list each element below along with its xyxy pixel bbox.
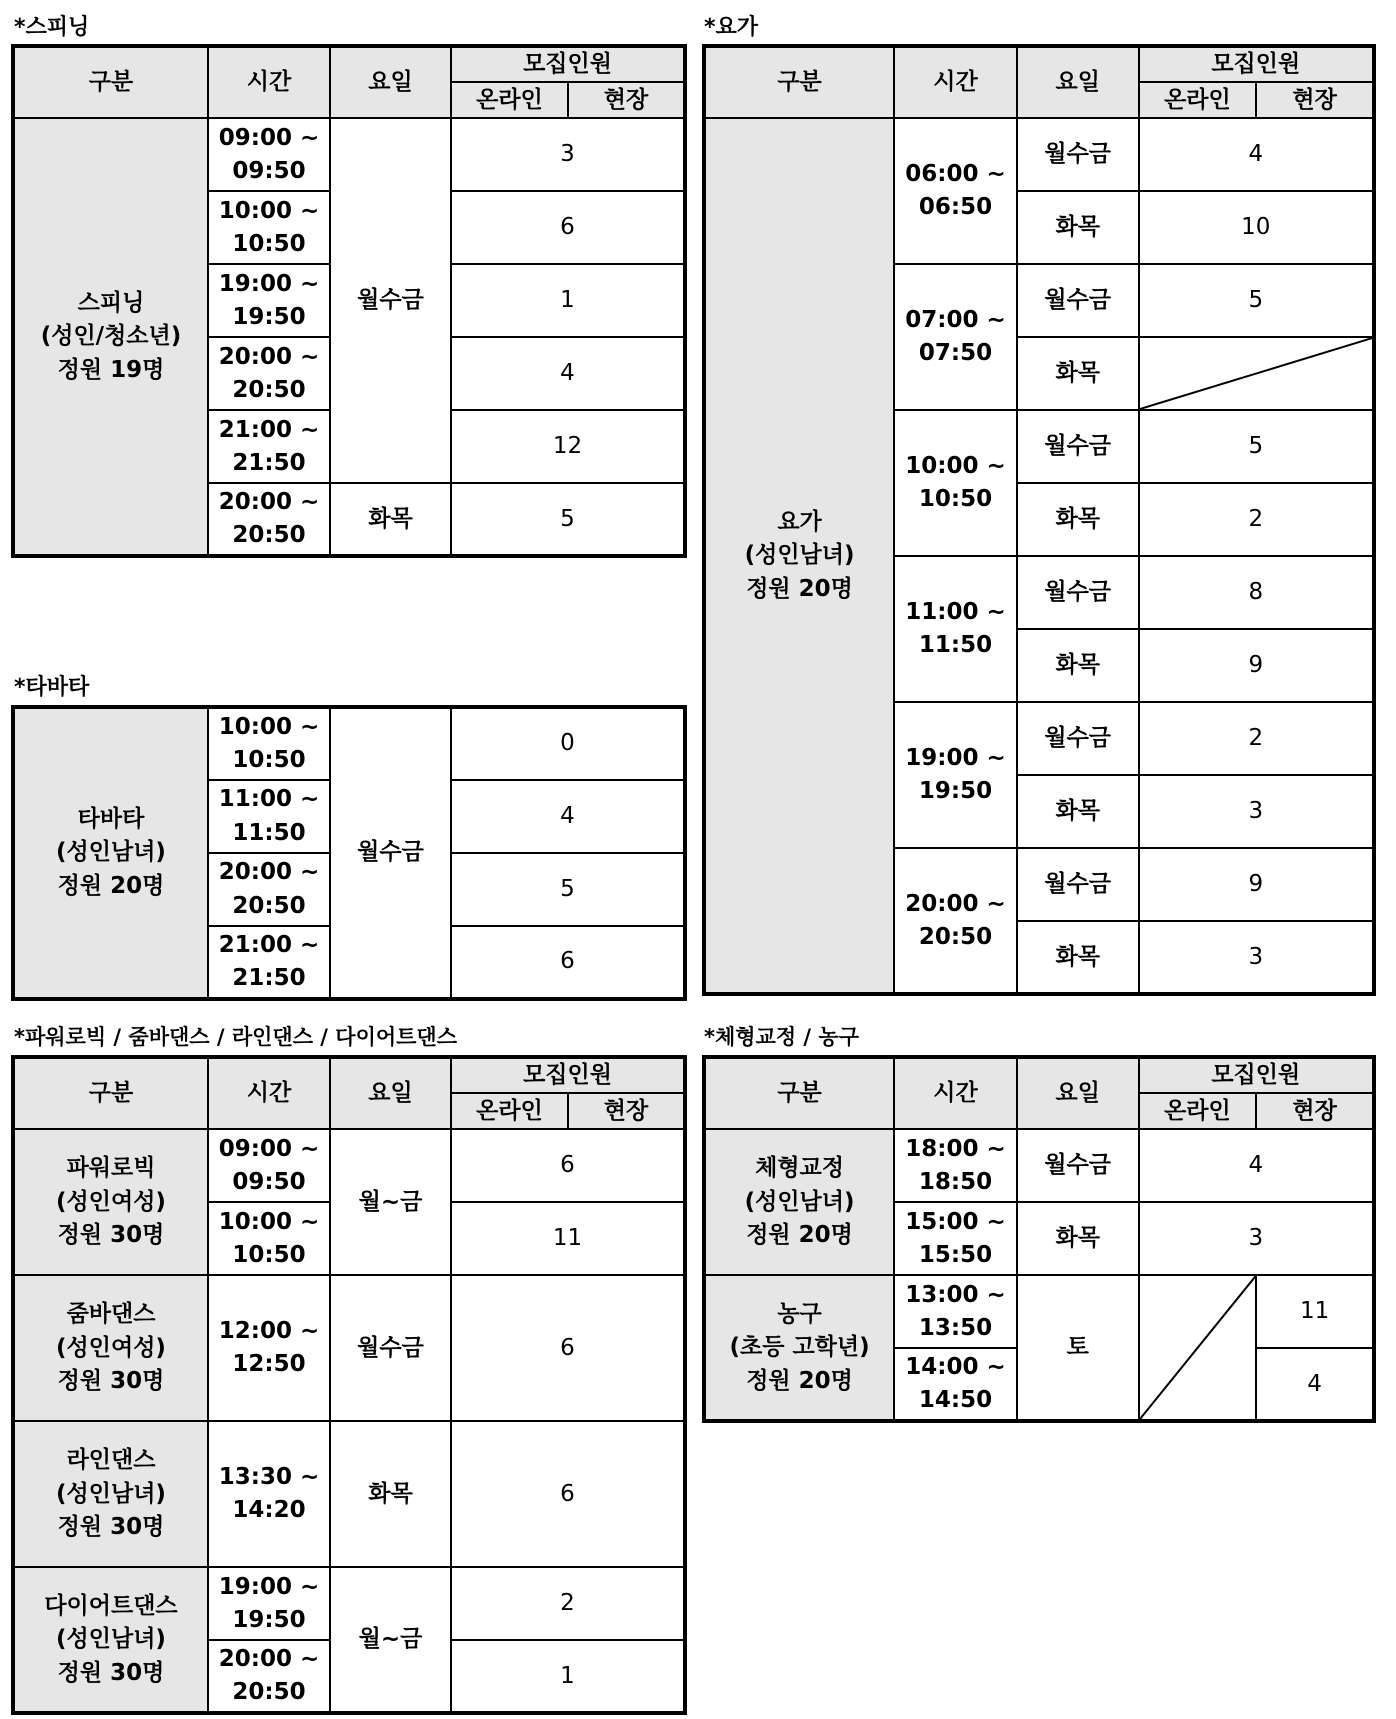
count-cell: 4: [1139, 1129, 1374, 1202]
count-cell: 3: [1139, 775, 1374, 848]
program-name: 스피닝: [77, 289, 145, 316]
time-slot: 21:00 ~ 21:50: [208, 410, 330, 483]
count-cell: 4: [1139, 118, 1374, 191]
program-capacity: 정원 19명: [57, 356, 165, 383]
header-time: 시간: [208, 46, 330, 118]
header-recruit: 모집인원: [1139, 46, 1374, 82]
header-onsite: 현장: [568, 1093, 685, 1129]
count-cell: 3: [451, 118, 685, 191]
diagonal-line: [1140, 338, 1372, 409]
count-cell: 4: [1256, 1348, 1374, 1421]
program-name: 라인댄스: [66, 1447, 156, 1474]
program-capacity: 정원 20명: [746, 1222, 853, 1249]
time-slot: 20:00 ~ 20:50: [894, 848, 1017, 994]
program-capacity: 정원 20명: [746, 575, 853, 602]
header-category: 구분: [704, 46, 894, 118]
program-capacity: 정원 20명: [746, 1367, 853, 1394]
time-slot: 14:00 ~ 14:50: [894, 1348, 1017, 1421]
program-name: 요가: [777, 508, 822, 535]
day-cell: 월~금: [330, 1129, 451, 1275]
day-cell: 월수금: [1017, 556, 1139, 629]
program-capacity: 정원 30명: [57, 1659, 165, 1686]
time-slot: 07:00 ~ 07:50: [894, 264, 1017, 410]
count-cell: 6: [451, 926, 685, 999]
count-cell: 4: [451, 337, 685, 410]
header-online: 온라인: [451, 82, 568, 118]
count-cell: 5: [451, 483, 685, 556]
line-dance-program-cell: [13, 1421, 208, 1567]
time-slot: 19:00 ~ 19:50: [894, 702, 1017, 848]
program-target: (성인남녀): [744, 542, 855, 569]
program-name: 농구: [777, 1300, 822, 1327]
spinning-table: [11, 44, 687, 558]
time-slot: 20:00 ~ 20:50: [208, 483, 330, 556]
count-cell: 6: [451, 191, 685, 264]
program-name: 체형교정: [755, 1155, 844, 1182]
count-cell: 2: [1139, 483, 1374, 556]
count-cell: 3: [1139, 1202, 1374, 1275]
day-cell: 월수금: [1017, 410, 1139, 483]
time-slot: 21:00 ~ 21:50: [208, 926, 330, 999]
header-day: 요일: [1017, 1057, 1139, 1129]
zumba-program-cell: [13, 1275, 208, 1421]
time-slot: 18:00 ~ 18:50: [894, 1129, 1017, 1202]
count-cell: 10: [1139, 191, 1374, 264]
header-onsite: 현장: [1256, 1093, 1374, 1129]
count-cell: 5: [1139, 264, 1374, 337]
time-slot: 11:00 ~ 11:50: [894, 556, 1017, 702]
count-cell: 6: [451, 1129, 685, 1202]
program-capacity: 정원 30명: [57, 1514, 165, 1541]
time-slot: 10:00 ~ 10:50: [208, 707, 330, 780]
program-target: (성인여성): [56, 1188, 166, 1215]
time-slot: 10:00 ~ 10:50: [208, 1202, 330, 1275]
count-cell: 6: [451, 1275, 685, 1421]
count-cell: 1: [451, 1640, 685, 1713]
program-target: (성인남녀): [56, 839, 166, 866]
time-slot: 12:00 ~ 12:50: [208, 1275, 330, 1421]
time-slot: 09:00 ~ 09:50: [208, 1129, 330, 1202]
time-slot: 13:00 ~ 13:50: [894, 1275, 1017, 1348]
basketball-program-cell: [704, 1275, 894, 1421]
header-onsite: 현장: [1256, 82, 1374, 118]
program-name: 줌바댄스: [66, 1301, 156, 1328]
count-cell: 2: [1139, 702, 1374, 775]
program-target: (성인/청소년): [40, 323, 182, 350]
day-cell: 월수금: [1017, 118, 1139, 191]
day-cell: 화목: [1017, 483, 1139, 556]
program-target: (초등 고학년): [729, 1334, 870, 1361]
header-day: 요일: [1017, 46, 1139, 118]
count-cell: 1: [451, 264, 685, 337]
header-category: 구분: [13, 46, 208, 118]
correction-program-cell: [704, 1129, 894, 1275]
count-cell: 12: [451, 410, 685, 483]
header-onsite: 현장: [568, 82, 685, 118]
day-cell: 월수금: [330, 1275, 451, 1421]
header-online: 온라인: [1139, 1093, 1257, 1129]
count-cell: 5: [1139, 410, 1374, 483]
day-cell: 화목: [1017, 337, 1139, 410]
count-cell: 11: [451, 1202, 685, 1275]
program-name: 다이어트댄스: [44, 1592, 178, 1619]
time-slot: 13:30 ~ 14:20: [208, 1421, 330, 1567]
day-cell: 화목: [1017, 921, 1139, 994]
header-recruit: 모집인원: [451, 46, 685, 82]
posture-section-title: *체형교정 / 농구: [704, 1025, 859, 1049]
day-cell: 월~금: [330, 1567, 451, 1713]
spinning-section-title: *스피닝: [14, 15, 90, 40]
diagonal-line: [1140, 1276, 1256, 1419]
spinning-program-cell: [13, 118, 208, 556]
diet-dance-program-cell: [13, 1567, 208, 1713]
count-cell: 6: [451, 1421, 685, 1567]
header-time: 시간: [894, 1057, 1017, 1129]
header-day: 요일: [330, 46, 451, 118]
time-slot: 15:00 ~ 15:50: [894, 1202, 1017, 1275]
count-cell: 5: [451, 853, 685, 926]
program-capacity: 정원 30명: [57, 1222, 165, 1249]
count-cell: 9: [1139, 629, 1374, 702]
time-slot: 06:00 ~ 06:50: [894, 118, 1017, 264]
day-cell: 월수금: [1017, 702, 1139, 775]
yoga-section-title: *요가: [704, 15, 759, 40]
empty-slash-cell: [1139, 337, 1374, 410]
day-cell: 화목: [1017, 629, 1139, 702]
time-slot: 20:00 ~ 20:50: [208, 1640, 330, 1713]
header-time: 시간: [208, 1057, 330, 1129]
program-capacity: 정원 30명: [57, 1368, 165, 1395]
day-cell: 월수금: [330, 707, 451, 999]
header-online: 온라인: [1139, 82, 1257, 118]
day-cell: 토: [1017, 1275, 1139, 1421]
header-category: 구분: [704, 1057, 894, 1129]
tabata-program-cell: [13, 707, 208, 999]
program-capacity: 정원 20명: [57, 872, 165, 899]
powerobic-program-cell: [13, 1129, 208, 1275]
day-cell: 화목: [1017, 1202, 1139, 1275]
time-slot: 20:00 ~ 20:50: [208, 853, 330, 926]
day-cell: 화목: [330, 1421, 451, 1567]
day-cell: 화목: [330, 483, 451, 556]
count-cell: 9: [1139, 848, 1374, 921]
time-slot: 19:00 ~ 19:50: [208, 1567, 330, 1640]
dance-section-title: *파워로빅 / 줌바댄스 / 라인댄스 / 다이어트댄스: [14, 1025, 458, 1049]
program-name: 파워로빅: [66, 1155, 156, 1182]
program-target: (성인남녀): [56, 1626, 166, 1653]
day-cell: 화목: [1017, 775, 1139, 848]
count-cell: 0: [451, 707, 685, 780]
header-recruit: 모집인원: [451, 1057, 685, 1093]
time-slot: 10:00 ~ 10:50: [208, 191, 330, 264]
header-day: 요일: [330, 1057, 451, 1129]
header-recruit: 모집인원: [1139, 1057, 1374, 1093]
program-target: (성인남녀): [56, 1480, 166, 1507]
yoga-table: [702, 44, 1376, 996]
posture-table: [702, 1055, 1376, 1423]
time-slot: 09:00 ~ 09:50: [208, 118, 330, 191]
time-slot: 19:00 ~ 19:50: [208, 264, 330, 337]
day-cell: 월수금: [330, 118, 451, 483]
count-cell: 2: [451, 1567, 685, 1640]
dance-table: [11, 1055, 687, 1715]
time-slot: 11:00 ~ 11:50: [208, 780, 330, 853]
day-cell: 월수금: [1017, 264, 1139, 337]
empty-slash-cell: [1139, 1275, 1257, 1421]
day-cell: 화목: [1017, 191, 1139, 264]
count-cell: 8: [1139, 556, 1374, 629]
day-cell: 월수금: [1017, 848, 1139, 921]
tabata-table: [11, 705, 687, 1001]
header-category: 구분: [13, 1057, 208, 1129]
count-cell: 11: [1256, 1275, 1374, 1348]
day-cell: 월수금: [1017, 1129, 1139, 1202]
header-time: 시간: [894, 46, 1017, 118]
yoga-program-cell: [704, 118, 894, 994]
program-target: (성인남녀): [744, 1188, 855, 1215]
count-cell: 3: [1139, 921, 1374, 994]
count-cell: 4: [451, 780, 685, 853]
header-online: 온라인: [451, 1093, 568, 1129]
program-target: (성인여성): [56, 1334, 166, 1361]
tabata-section-title: *타바타: [14, 675, 90, 700]
time-slot: 20:00 ~ 20:50: [208, 337, 330, 410]
program-name: 타바타: [77, 805, 145, 832]
time-slot: 10:00 ~ 10:50: [894, 410, 1017, 556]
